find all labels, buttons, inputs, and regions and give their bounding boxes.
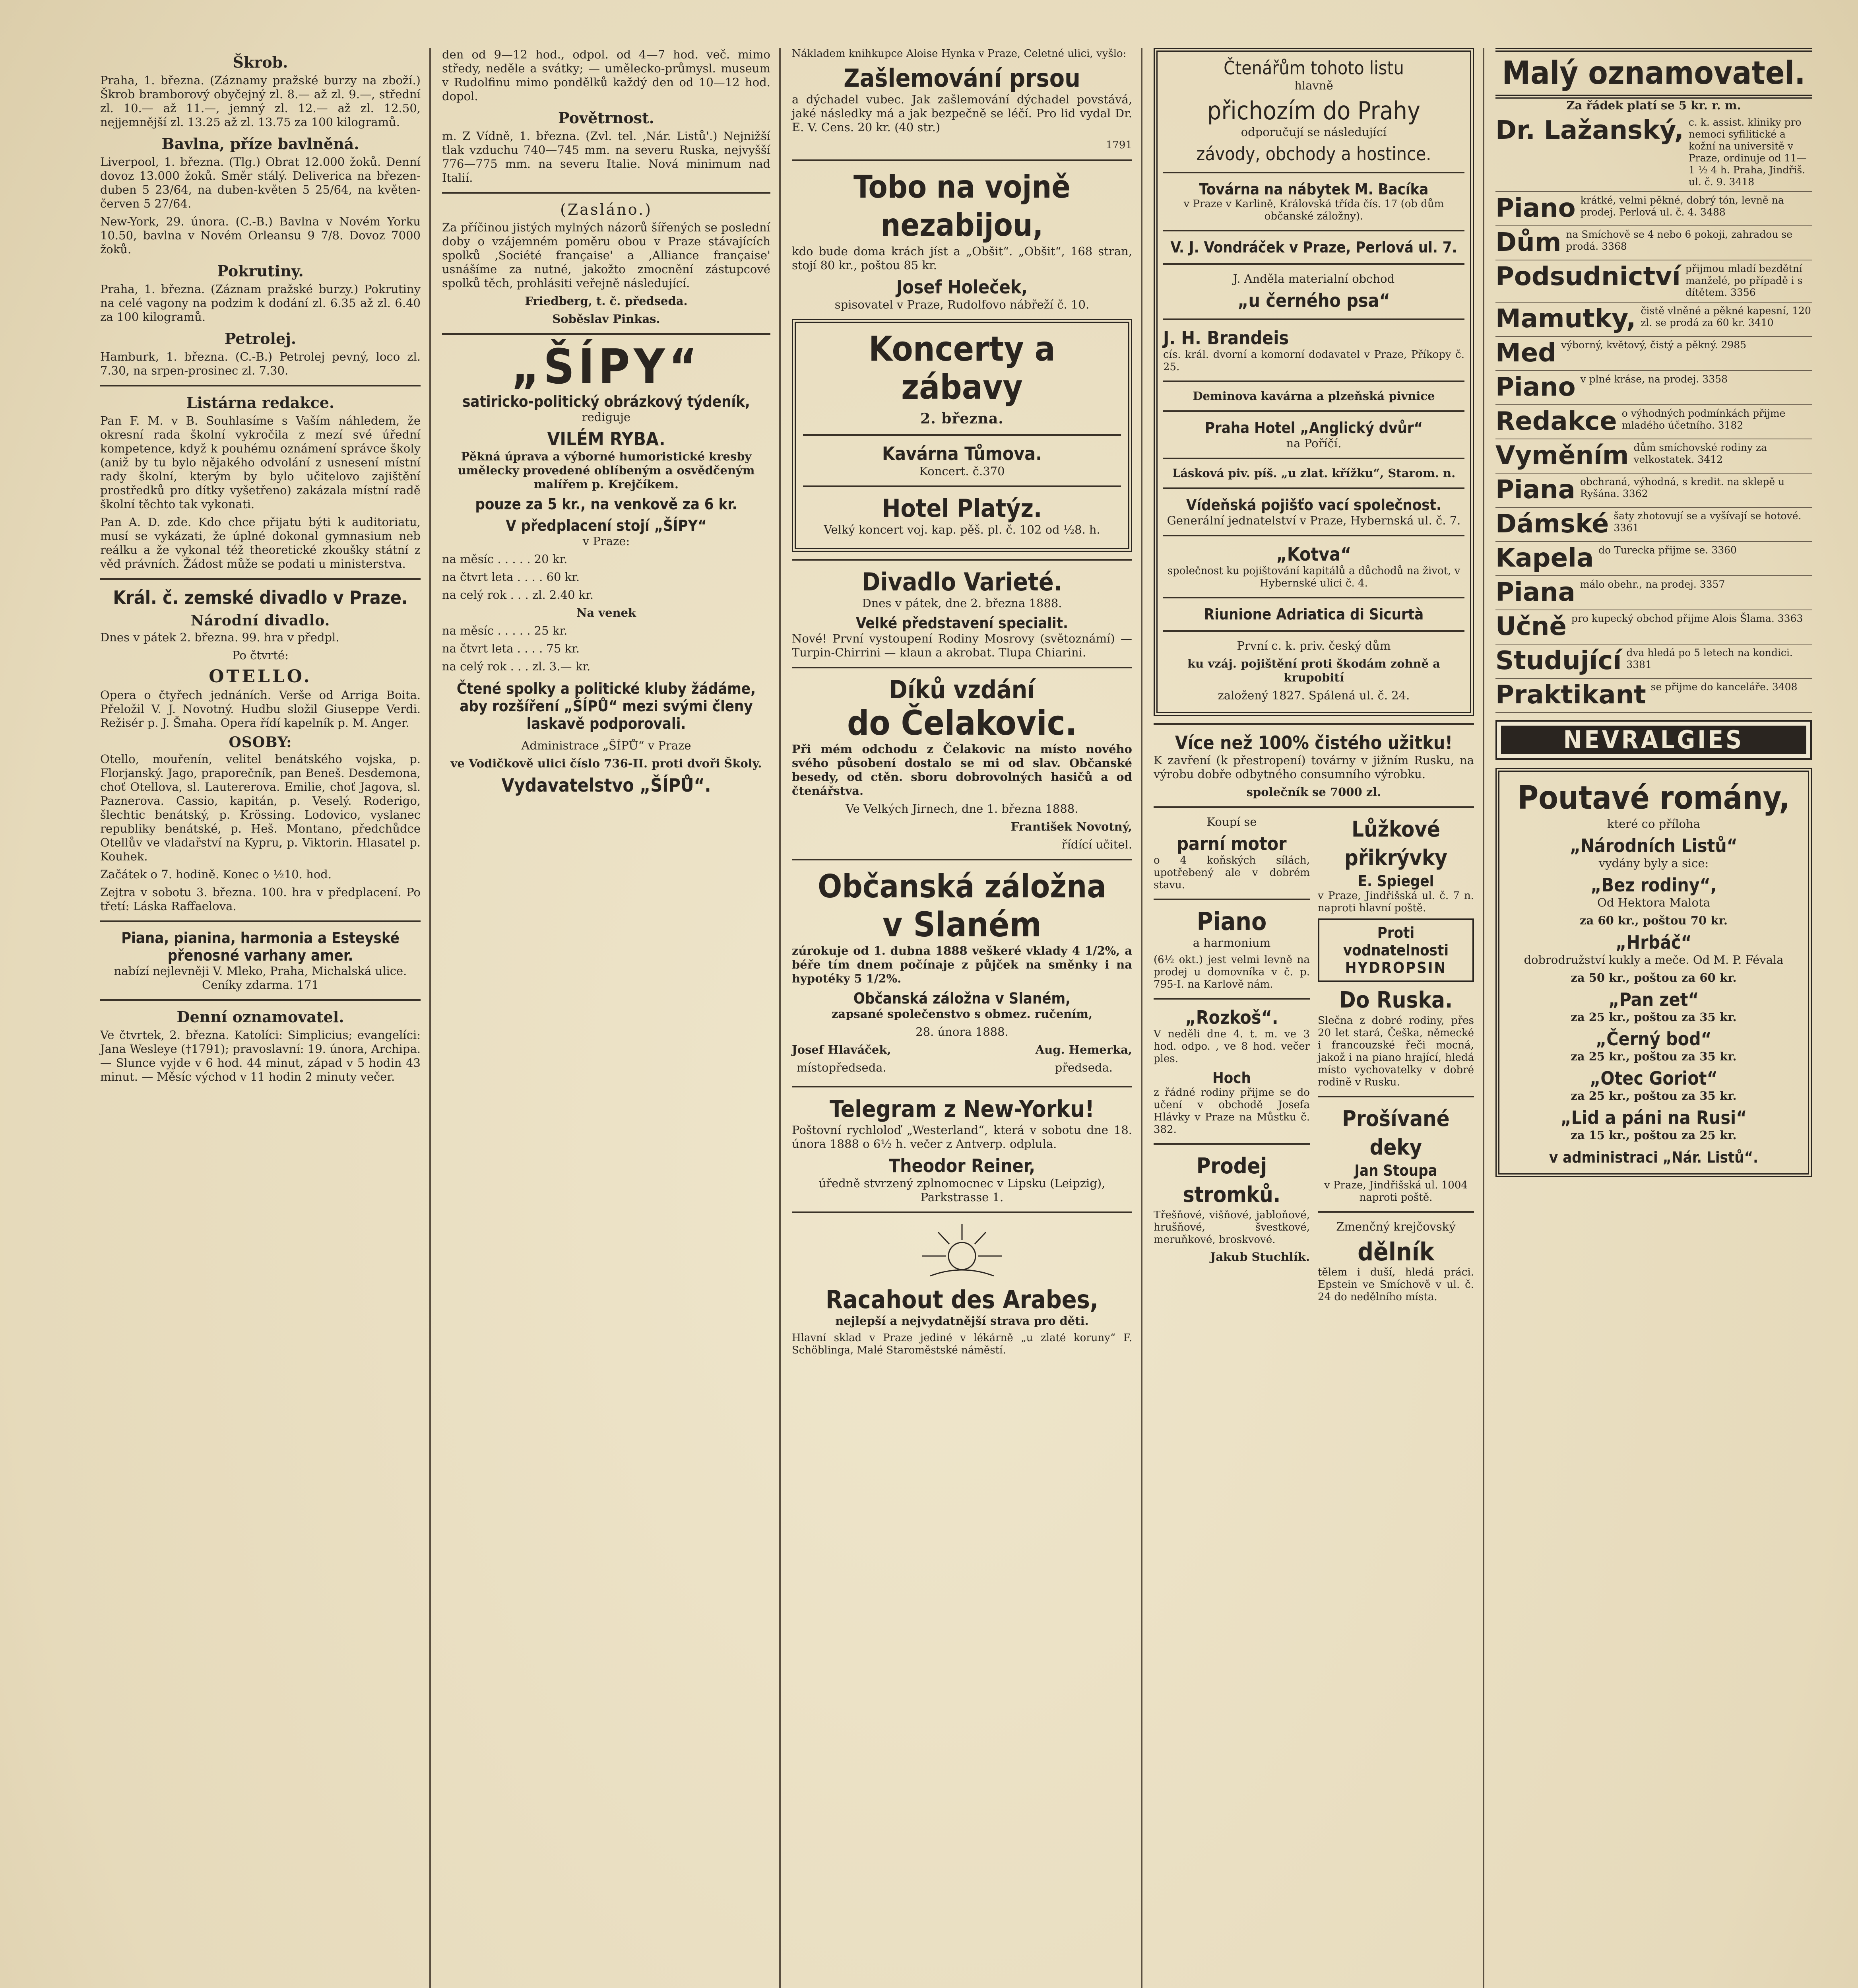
koncerty-date: 2. března. bbox=[920, 410, 1004, 427]
sipy-addr: ve Vodičkově ulici číslo 736-II. proti dvoři Školy. bbox=[450, 757, 762, 770]
racahout-text: nejlepší a nejvydatnější strava pro děti. bbox=[835, 1314, 1089, 1328]
sipy-praha: v Praze: bbox=[582, 534, 630, 548]
classified-keyword: Piano bbox=[1495, 373, 1576, 402]
classified-text: dům smíchovské rodiny za velkostatek. 3412 bbox=[1633, 442, 1767, 465]
vice-price: společník se 7000 zl. bbox=[1246, 785, 1381, 799]
novel-title: „Otec Goriot“ bbox=[1590, 1068, 1718, 1089]
sipy-row: na měsíc . . . . . 25 kr. bbox=[442, 624, 568, 637]
riunione-title: Riunione Adriatica di Sicurtà bbox=[1204, 606, 1424, 623]
bavlna-title: Bavlna, příze bavlněná. bbox=[161, 135, 359, 153]
classified-row bbox=[1495, 442, 1812, 474]
novel-list bbox=[1507, 874, 1801, 1142]
harmonium-title: a harmonium bbox=[1193, 936, 1271, 949]
poutave-sub: které co příloha bbox=[1607, 817, 1700, 831]
spiegel-text: v Praze, Jindřišská ul. č. 7 n. naproti hlavní poště. bbox=[1318, 890, 1474, 914]
sipy-price: pouze za 5 kr., na venkově za 6 kr. bbox=[475, 495, 737, 513]
poutave-sub: vydány byly a sice: bbox=[1598, 856, 1709, 870]
classified-row bbox=[1495, 544, 1812, 576]
classified-row bbox=[1495, 579, 1812, 610]
bacik-title: Továrna na nábytek M. Bacíka bbox=[1199, 181, 1429, 198]
sipy-row: na celý rok . . . zl. 2.40 kr. bbox=[442, 588, 594, 602]
holecek-name: Josef Holeček, bbox=[896, 276, 1028, 298]
telegram-title: Telegram z New-Yorku! bbox=[829, 1095, 1094, 1122]
zalozna-sub: zapsané společenstvo s obmez. ručením, bbox=[831, 1007, 1093, 1021]
koncerty-box bbox=[792, 319, 1132, 552]
theatre-line: Po čtvrté: bbox=[232, 648, 289, 662]
denni-title: Denní oznamovatel. bbox=[176, 1008, 344, 1026]
rozkos-text: V neděli dne 4. t. m. ve 3 hod. odpo. , ve 8 hod. večer ples. bbox=[1154, 1028, 1310, 1065]
classified-text: výborný, květový, čistý a pěkný. 2985 bbox=[1561, 339, 1747, 351]
classified-keyword: Kapela bbox=[1495, 544, 1594, 573]
platyz-sub: Velký koncert voj. kap. pěš. pl. č. 102 od ½8. h. bbox=[824, 523, 1100, 536]
variete-big: Velké představení specialit. bbox=[855, 614, 1069, 632]
bavlna-text: New-York, 29. února. (C.-B.) Bavlna v Novém Yorku 10.50, bavlna v Novém Orleansu 9 7/8. Dovoz 7000 žoků. bbox=[100, 215, 421, 256]
tobo-text: kdo bude doma krách jíst a „Obšit“. „Obšit“, 168 stran, stojí 80 kr., poštou 85 kr. bbox=[792, 245, 1132, 272]
sipy-editor: VILÉM RYBA. bbox=[547, 428, 665, 450]
sipy-row: na celý rok . . . zl. 3.— kr. bbox=[442, 660, 591, 673]
proti-title: Proti vodnatelnosti bbox=[1343, 924, 1449, 959]
variete-text: Nové! První vystoupení Rodiny Mosrovy (světoznámí) — Turpin-Chirrini — klaun a akrobat. Tlupa Chiarini. bbox=[792, 632, 1132, 659]
ad-number: 1791 bbox=[1105, 139, 1132, 151]
classified-list bbox=[1495, 116, 1812, 713]
delnik-text: tělem i duší, hledá práci. Epstein ve Smíchově v ul. č. 24 do nedělního místa. bbox=[1318, 1266, 1474, 1303]
novel-price: za 50 kr., poštou za 60 kr. bbox=[1571, 971, 1737, 984]
column-rule bbox=[779, 48, 781, 1988]
sipy-footer: Vydavatelstvo „ŠÍPŮ“. bbox=[501, 775, 711, 796]
povetrnost-text: m. Z Vídně, 1. března. (Zvl. tel. ‚Nár. Listů'.) Nejnižší tlak vzduchu 740—745 mm. na severu Ruska, nejvyšší 776—775 mm. na severu Italie. Nová minimum nad Italií. bbox=[442, 129, 770, 184]
novel-price: za 60 kr., poštou 70 kr. bbox=[1580, 914, 1728, 927]
spiegel-title: E. Spiegel bbox=[1358, 872, 1434, 890]
povetrnost-title: Povětrnost. bbox=[558, 109, 654, 127]
stromky-text: Třešňové, višňové, jabloňové, hrušňové, švestkové, meruňkové, broskvové. bbox=[1154, 1209, 1310, 1246]
sipy-call: Čtené spolky a politické kluby žádáme, aby rozšíření „ŠÍPŮ“ mezi svými členy laskavě podporovali. bbox=[456, 680, 756, 732]
nevralgies-box bbox=[1495, 720, 1812, 760]
zalozna-left: Josef Hlaváček, bbox=[792, 1043, 891, 1056]
pokrutiny-text: Praha, 1. března. (Záznam pražské burzy.) Pokrutiny na celé vagony na podzim k dodání zl. 6.35 až zl. 6.40 za 100 kilogramů. bbox=[100, 282, 421, 324]
piano-ad-title: Piana, pianina, harmonia a Esteyské přenosné varhany amer. bbox=[121, 929, 400, 964]
novel-sub: Od Hektora Malota bbox=[1597, 896, 1710, 909]
novel-item bbox=[1507, 1068, 1801, 1103]
novel-price: za 25 kr., poštou za 35 kr. bbox=[1571, 1050, 1737, 1063]
theatre-play: OTELLO. bbox=[209, 666, 312, 687]
kotva-title: „Kotva“ bbox=[1276, 544, 1352, 565]
classified-text: krátké, velmi pěkné, dobrý tón, levně na prodej. Perlová ul. č. 4. 3488 bbox=[1580, 194, 1784, 218]
novel-title: „Hrbáč“ bbox=[1616, 932, 1692, 953]
classified-text: se přijme do kanceláře. 3408 bbox=[1650, 681, 1798, 693]
classified-row bbox=[1495, 681, 1812, 713]
petrolej-text: Hamburk, 1. března. (C.-B.) Petrolej pevný, loco zl. 7.30, na srpen-prosinec zl. 7.30. bbox=[100, 350, 421, 377]
telegram-text: Poštovní rychloloď „Westerland“, která v sobotu dne 18. února 1888 o 6½ h. večer z Antverp. odplula. bbox=[792, 1123, 1132, 1151]
theatre-subtitle: Národní divadlo. bbox=[190, 612, 330, 629]
piano-title: Piano bbox=[1197, 907, 1267, 936]
classified-keyword: Redakce bbox=[1495, 407, 1617, 436]
osoby-text: Otello, mouřenín, velitel benátského vojska, p. Florjanský. Jago, praporečník, pan Beneš. Desdemona, choť Otellova, sl. Lautererova. Emilie, choť Jagova, sl. Paznerova. Cassio, kapitán, p. Veselý. Roderigo, šlechtic benátský, p. Krössing. Lodovico, vyslanec republiky benátské, p. Heš. Montano, předchůdce Otellův ve vladařství na Kypru, p. Viktorin. Hlasatel p. Kouhek. bbox=[100, 752, 421, 863]
two-ads-row bbox=[1154, 815, 1474, 1307]
classified-text: obchraná, výhodná, s kredit. na sklepě u Ryšána. 3362 bbox=[1580, 476, 1785, 499]
signature: Soběslav Pinkas. bbox=[552, 312, 660, 326]
racahout-title: Racahout des Arabes, bbox=[826, 1285, 1098, 1314]
classified-keyword: Podsudnictví bbox=[1495, 262, 1681, 291]
brandeis-text: cís. král. dvorní a komorní dodavatel v Praze, Příkopy č. 25. bbox=[1163, 349, 1464, 373]
classified-row bbox=[1495, 229, 1812, 260]
stoupa-title: Jan Stoupa bbox=[1354, 1162, 1437, 1179]
classified-row bbox=[1495, 305, 1812, 337]
cerneho-psa: „u černého psa“ bbox=[1237, 290, 1390, 311]
column-5 bbox=[1487, 48, 1821, 1988]
classified-text: do Turecka přijme se. 3360 bbox=[1598, 544, 1737, 556]
directory-title: Čtenářům tohoto listu bbox=[1224, 57, 1404, 79]
column-2 bbox=[433, 48, 779, 1988]
column-rule bbox=[1141, 48, 1142, 1988]
poutave-footer: v administraci „Nár. Listů“. bbox=[1549, 1149, 1759, 1166]
signature: Friedberg, t. č. předseda. bbox=[525, 294, 688, 308]
delnik-title: dělník bbox=[1358, 1237, 1434, 1266]
diku-place: Ve Velkých Jirnech, dne 1. března 1888. bbox=[846, 802, 1078, 815]
classified-row bbox=[1495, 510, 1812, 542]
hoch-title: Hoch bbox=[1212, 1069, 1251, 1087]
sipy-row: na čtvrt leta . . . . 75 kr. bbox=[442, 642, 580, 655]
classified-text: v plné kráse, na prodej. 3358 bbox=[1580, 373, 1728, 385]
classified-text: dva hledá po 5 letech na kondici. 3381 bbox=[1626, 647, 1793, 670]
novel-item bbox=[1507, 874, 1801, 928]
column-rule bbox=[1483, 48, 1484, 1988]
classified-row bbox=[1495, 373, 1812, 405]
classified-row bbox=[1495, 263, 1812, 303]
novel-item bbox=[1507, 1028, 1801, 1064]
redakce-text: Pan F. M. v B. Souhlasíme s Vaším náhledem, že okresní rada školní vykročila z mezí své úřední kompetence, když k pouhému oznámení správce školy (aniž by tu bylo nějakého odvolání z usnesení místní rady školní, kterým by bylo učitelovo zajištění prostředků pro dítky vyšetřeno) zakázala místní radě školní těchto tak vykonati. bbox=[100, 414, 421, 511]
directory-zavody: závody, obchody a hostince. bbox=[1196, 143, 1431, 165]
classified-keyword: Med bbox=[1495, 338, 1556, 368]
diku-sign: František Novotný, bbox=[1010, 820, 1132, 833]
novel-title: „Lid a páni na Rusi“ bbox=[1560, 1107, 1747, 1128]
museum-text: den od 9—12 hod., odpol. od 4—7 hod. več. mimo středy, neděle a svátky; — umělecko-průmysl. museum v Rudolfinu mimo pondělků každý den od 10—12 hod. dopol. bbox=[442, 48, 770, 103]
novel-title: „Bez rodiny“, bbox=[1590, 874, 1717, 896]
classified-text: čistě vlněné a pěkné kapesní, 120 zl. se prodá za 60 kr. 3410 bbox=[1641, 305, 1811, 328]
directory-hlavne: hlavně bbox=[1294, 79, 1333, 92]
pokrutiny-title: Pokrutiny. bbox=[217, 262, 304, 280]
maly-title: Malý oznamovatel. bbox=[1502, 54, 1806, 91]
column-3 bbox=[783, 48, 1141, 1988]
sipy-red: rediguje bbox=[582, 410, 631, 424]
sipy-text: Pěkná úprava a výborné humoristické kresby umělecky provedené oblíbeným a osvědčeným malířem p. Krejčíkem. bbox=[458, 450, 755, 491]
bacik-text: v Praze v Karlině, Královská třída čís. 17 (ob dům občanské záložny). bbox=[1183, 198, 1444, 222]
classified-keyword: Vyměním bbox=[1495, 441, 1629, 470]
motor-title: parní motor bbox=[1177, 833, 1287, 854]
zalozna-left-role: místopředseda. bbox=[796, 1061, 886, 1074]
classified-keyword: Praktikant bbox=[1495, 680, 1646, 710]
novel-title: „Černý bod“ bbox=[1596, 1028, 1712, 1050]
bavlna-text: Liverpool, 1. března. (Tlg.) Obrat 12.000 žoků. Denní dovoz 13.000 žoků. Směr stálý. Deliverica na březen-duben 5 23/64, na duben-květen 5 25/64, na květen-červen 5 27/64. bbox=[100, 155, 421, 210]
novel-price: za 25 kr., poštou za 35 kr. bbox=[1571, 1089, 1737, 1103]
zalozna-title-2: v Slaném bbox=[882, 905, 1041, 945]
racahout-small: Hlavní sklad v Praze jediné v lékárně „u zlaté koruny“ F. Schöblinga, Malé Staroměstské náměstí. bbox=[792, 1332, 1132, 1356]
classified-keyword: Učně bbox=[1495, 612, 1567, 641]
theatre-title: Král. č. zemské divadlo v Praze. bbox=[113, 587, 408, 608]
brandeis-title: J. H. Brandeis bbox=[1163, 327, 1289, 349]
sun-emblem-icon bbox=[914, 1220, 1010, 1280]
classified-row bbox=[1495, 116, 1812, 192]
platyz-title: Hotel Platýz. bbox=[882, 494, 1042, 523]
zaslemovani-title: Zašlemování prsou bbox=[844, 64, 1080, 93]
reiner-name: Theodor Reiner, bbox=[888, 1155, 1036, 1176]
prvni-text: ku vzáj. pojištění proti škodám zohně a krupobití bbox=[1187, 657, 1440, 684]
novel-item bbox=[1507, 932, 1801, 985]
classified-row bbox=[1495, 476, 1812, 508]
piano-text: (6½ okt.) jest velmi levně na prodej u domovníka v č. p. 795-I. na Karlově nám. bbox=[1154, 954, 1310, 990]
zalozna-right-role: předseda. bbox=[1055, 1061, 1113, 1074]
classified-keyword: Dámské bbox=[1495, 509, 1609, 539]
maly-sub: Za řádek platí se 5 kr. r. m. bbox=[1566, 99, 1741, 112]
osoby-title: OSOBY: bbox=[229, 734, 292, 751]
zalozna-signatures bbox=[792, 1043, 1132, 1079]
stoupa-text: v Praze, Jindřišská ul. 1004 naproti poště. bbox=[1324, 1179, 1468, 1204]
column-1 bbox=[91, 48, 429, 1988]
top-note: Nákladem knihkupce Aloise Hynka v Praze, Celetné ulici, vyšlo: bbox=[792, 48, 1127, 60]
deminova-title: Deminova kavárna a plzeňská pivnice bbox=[1193, 389, 1435, 403]
classified-keyword: Dům bbox=[1495, 228, 1561, 257]
classified-row bbox=[1495, 194, 1812, 226]
videnska-sub: Generální jednatelství v Praze, Hybernská ul. č. 7. bbox=[1167, 514, 1461, 527]
piano-ad-text: nabízí nejlevněji V. Mleko, Praha, Michalská ulice. Ceníky zdarma. 171 bbox=[114, 964, 407, 992]
zalozna-right: Aug. Hemerka, bbox=[1035, 1043, 1132, 1056]
zalozna-title: Občanská záložna bbox=[818, 868, 1106, 905]
delnik-pre: Zmenčný krejčovský bbox=[1336, 1220, 1456, 1233]
redakce-text: Pan A. D. zde. Kdo chce přijatu býti k auditoriatu, musí se vykázati, že úplné dokonal gymnasium neb reálku a že vykonal též theoretické zkoušky státní z věd právních. Žádost může se podati u ministerstva. bbox=[100, 515, 421, 571]
motor-text: o 4 koňských sílách, upotřebený ale v dobrém stavu. bbox=[1154, 854, 1310, 891]
do-ruska-title: Do Ruska. bbox=[1339, 987, 1453, 1013]
theatre-next: Zejtra v sobotu 3. března. 100. hra v předplacení. Po třetí: Láska Raffaelova. bbox=[100, 885, 421, 913]
sipy-row: na měsíc . . . . . 20 kr. bbox=[442, 552, 568, 566]
andela-title: J. Anděla materialní obchod bbox=[1233, 272, 1395, 285]
theatre-start: Začátek o 7. hodině. Konec o ½10. hod. bbox=[100, 868, 332, 881]
zaslano-title: (Zasláno.) bbox=[560, 201, 652, 218]
diku-title-2: do Čelakovic. bbox=[847, 703, 1077, 743]
classified-row bbox=[1495, 408, 1812, 439]
novel-price: za 25 kr., poštou za 35 kr. bbox=[1571, 1010, 1737, 1024]
reiner-text: úředně stvrzený zplnomocnec v Lipsku (Leipzig), Parkstrasse 1. bbox=[818, 1176, 1105, 1204]
variete-sub: Dnes v pátek, dne 2. března 1888. bbox=[862, 596, 1062, 610]
prosivane-title: Prošívané deky bbox=[1342, 1106, 1450, 1160]
stromky-sign: Jakub Stuchlík. bbox=[1210, 1250, 1310, 1264]
tumova-title: Kavárna Tůmova. bbox=[882, 443, 1042, 464]
theatre-line: Dnes v pátek 2. března. 99. hra v předpl. bbox=[100, 631, 339, 644]
sipy-title: „ŠÍPY“ bbox=[511, 340, 701, 395]
zalozna-name: Občanská záložna v Slaném, bbox=[853, 990, 1071, 1007]
laskova-title: Lásková piv. píš. „u zlat. křížku“, Starom. n. bbox=[1172, 466, 1456, 480]
diku-sign-2: řídící učitel. bbox=[1061, 838, 1132, 851]
classified-text: c. k. assist. kliniky pro nemoci syfilitické a kožní na universitě v Praze, ordinuje od 11—1 ½ 4 h. Praha, Jindřiš. ul. č. 9. 3418 bbox=[1688, 116, 1807, 188]
classified-keyword: Piana bbox=[1495, 475, 1575, 505]
classified-keyword: Dr. Lažanský, bbox=[1495, 116, 1684, 145]
vice-text: K zavření (k přestropení) továrny v jižním Rusku, na výrobu dobře odbytného consumního výrobku. bbox=[1154, 753, 1474, 781]
zaslemovani-text: a dýchadel vubec. Jak zašlemování dýchadel povstává, jaké následky má a jak bezpečně se léčí. Pro lid vydal Dr. E. V. Cens. 20 kr. (40 str.) bbox=[792, 93, 1132, 134]
classified-text: málo obehr., na prodej. 3357 bbox=[1580, 579, 1725, 590]
diku-text: Při mém odchodu z Čelakovic na místo nového svého působení dostalo se mi od slav. Občanské besedy, od ctěn. sboru dobrovolných hasičů a od čtenářstva. bbox=[792, 742, 1132, 798]
sipy-venek: Na venek bbox=[576, 606, 636, 619]
sipy-pred: V předplacení stojí „ŠÍPY“ bbox=[506, 517, 707, 534]
maly-header bbox=[1495, 48, 1812, 99]
hydropsin-box bbox=[1318, 918, 1474, 982]
hotel-sub: na Poříčí. bbox=[1286, 437, 1342, 450]
skrob-title: Škrob. bbox=[233, 53, 288, 71]
petrolej-title: Petrolej. bbox=[224, 330, 297, 348]
poutave-title: Poutavé romány, bbox=[1517, 779, 1790, 816]
zaslano-text: Za příčinou jistých mylných názorů šířených se poslední doby o vzájemném poměru obou v Praze stávajících spolků ‚Société française' a ‚Alliance française' usnášíme za nutné, jakožto zmocnění zástupcové spolků těch, prohlásiti veřejně následující. bbox=[442, 221, 770, 290]
do-ruska-text: Slečna z dobré rodiny, přes 20 let stará, Češka, německé i francouzské řeči mocná, jakož i na piano hrající, hledá místo vychovatelky v dobré rodině v Rusku. bbox=[1318, 1015, 1474, 1088]
classified-text: o výhodných podmínkách přijme mladého účetního. 3182 bbox=[1621, 408, 1786, 431]
poutave-sub: „Národních Listů“ bbox=[1570, 835, 1738, 856]
stromky-title: Prodej stromků. bbox=[1183, 1153, 1281, 1207]
nevralgies-title: NEVRALGIES bbox=[1501, 726, 1806, 754]
column-rule bbox=[429, 48, 431, 1988]
sipy-row: na čtvrt leta . . . . 60 kr. bbox=[442, 570, 580, 584]
zalozna-text: zúrokuje od 1. dubna 1888 veškeré vklady 4 1/2%, a béře tím dnem počínaje z půjček na směnky i na hypotéky 5 1/2%. bbox=[792, 944, 1132, 985]
diku-title: Díků vzdání bbox=[889, 675, 1035, 704]
directory-odporucuje: odporučují se následující bbox=[1241, 125, 1387, 139]
tobo-title: Tobo na vojně nezabijou, bbox=[853, 169, 1071, 243]
novel-item bbox=[1507, 1107, 1801, 1142]
hydropsin-title: HYDROPSIN bbox=[1345, 959, 1447, 977]
koncerty-title: Koncerty a zábavy bbox=[869, 329, 1055, 407]
vondracek-title: V. J. Vondráček v Praze, Perlová ul. 7. bbox=[1170, 239, 1457, 256]
hoch-text: z řádné rodiny přijme se do učení v obchodě Josefa Hlávky v Praze na Můstku č. 382. bbox=[1154, 1087, 1310, 1136]
classified-row bbox=[1495, 647, 1812, 679]
novel-item bbox=[1507, 989, 1801, 1024]
videnska-title: Vídeňská pojišťo vací společnost. bbox=[1186, 496, 1441, 514]
kotva-text: společnost ku pojištování kapitálů a důchodů na život, v Hybernské ulici č. 4. bbox=[1167, 565, 1460, 589]
directory-box bbox=[1154, 48, 1474, 716]
column-4 bbox=[1145, 48, 1483, 1988]
skrob-text: Praha, 1. března. (Záznamy pražské burzy na zboží.) Škrob bramborový obyčejný zl. 8.— až zl. 9.—, střední zl. 10.— až 11.—, jemný zl. 12.— až zl. 12.50, nejjemnější zl. 13.25 až zl. 13.75 za 100 kilogramů. bbox=[100, 74, 421, 129]
denni-text: Ve čtvrtek, 2. března. Katolíci: Simplicius; evangelíci: Jana Wesleye (†1791); pravoslavní: 19. února, Archipa. — Slunce vyjde v 6 hod. 44 minut, západ v 5 hodin 43 minut. — Měsíc východ v 11 hodin 2 minuty večer. bbox=[100, 1028, 421, 1083]
classified-text: přijmou mladí bezdětní manželé, po případě i s dítětem. 3356 bbox=[1685, 263, 1803, 298]
tumova-sub: Koncert. č.370 bbox=[919, 464, 1005, 478]
redakce-title: Listárna redakce. bbox=[186, 394, 335, 412]
zalozna-date: 28. února 1888. bbox=[915, 1025, 1009, 1039]
rozkos-title: „Rozkoš“. bbox=[1185, 1007, 1278, 1028]
classified-row bbox=[1495, 613, 1812, 645]
sipy-subtitle: satiricko-politický obrázkový týdeník, bbox=[462, 393, 750, 410]
classified-text: pro kupecký obchod přijme Alois Šlama. 3363 bbox=[1571, 613, 1803, 624]
sipy-admin: Administrace „ŠÍPŮ“ v Praze bbox=[521, 739, 691, 752]
classified-keyword: Studující bbox=[1495, 646, 1622, 676]
novel-title: „Pan zet“ bbox=[1608, 989, 1699, 1010]
holecek-text: spisovatel v Praze, Rudolfovo nábřeží č. 10. bbox=[834, 298, 1090, 311]
theatre-text: Opera o čtyřech jednáních. Verše od Arriga Boita. Přeložil V. J. Novotný. Hudbu složil Giuseppe Verdi. Režisér p. J. Šmaha. Opera řídí kapelník p. M. Anger. bbox=[100, 688, 421, 730]
novel-price: za 15 kr., poštou za 25 kr. bbox=[1571, 1128, 1737, 1142]
variete-title: Divadlo Varieté. bbox=[862, 567, 1062, 596]
prvni-sub: založený 1827. Spálená ul. č. 24. bbox=[1218, 689, 1410, 702]
motor-pre: Koupí se bbox=[1206, 815, 1257, 829]
poutave-box bbox=[1495, 768, 1812, 1177]
classified-text: na Smíchově se 4 nebo 6 pokoji, zahradou se prodá. 3368 bbox=[1566, 229, 1793, 252]
directory-prichozim: přichozím do Prahy bbox=[1207, 96, 1421, 125]
luzkove-title: Lůžkové přikrývky bbox=[1344, 817, 1447, 870]
hotel-title: Praha Hotel „Anglický dvůr“ bbox=[1204, 419, 1423, 437]
prvni-title: První c. k. priv. český dům bbox=[1237, 639, 1391, 652]
classified-keyword: Piano bbox=[1495, 194, 1576, 223]
classified-row bbox=[1495, 339, 1812, 371]
classified-keyword: Piana bbox=[1495, 578, 1575, 607]
vice-title: Více než 100% čistého užitku! bbox=[1175, 732, 1453, 753]
classified-keyword: Mamutky, bbox=[1495, 304, 1636, 334]
classified-text: šaty zhotovují se a vyšívají se hotové. 3361 bbox=[1614, 510, 1802, 534]
novel-sub: dobrodružství kukly a meče. Od M. P. Févala bbox=[1524, 953, 1784, 967]
